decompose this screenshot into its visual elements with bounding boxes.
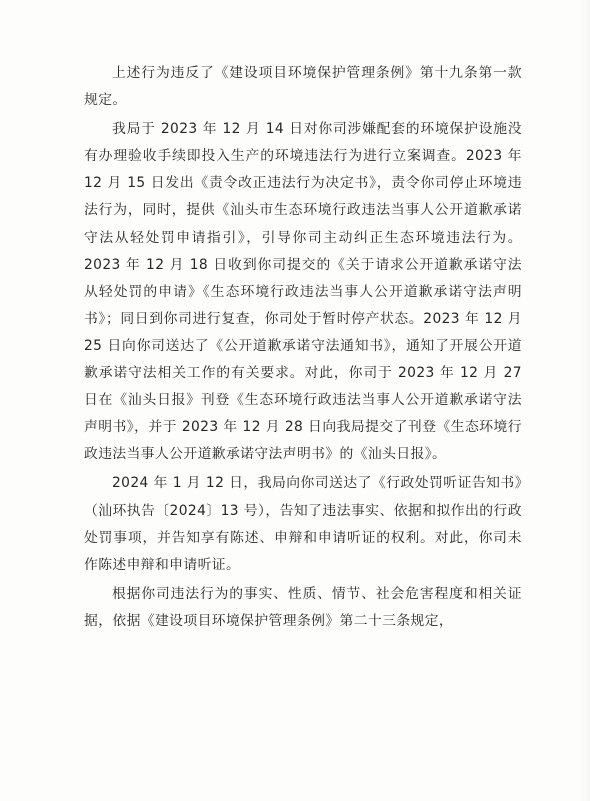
- page-edge-shadow: [580, 0, 590, 801]
- paragraph-violation: 上述行为违反了《建设项目环境保护管理条例》第十九条第一款规定。: [84, 65, 522, 109]
- paragraph-legal-basis: 根据你司违法行为的事实、性质、情节、社会危害程度和相关证据，依据《建设项目环境保护管理条例》第二十三条规定，: [84, 585, 522, 629]
- paragraph-investigation: 我局于 2023 年 12 月 14 日对你司涉嫌配套的环境保护设施没有办理验收手续即投入生产的环境违法行为进行立案调查。2023 年 12 月 15 日发出《责令改正违法行为决定书》，责令你司停止环境违法行为，同时，提供《汕头市生态环境行政违法当事人公开道歉承诺守法从轻处罚申请指引》，引导你司主动纠正生态环境违法行为。2023 年 12 月 18 日收到你司提交的《关于请求公开道歉承诺守法从轻处罚的申请》《生态环境行政违法当事人公开道歉承诺守法声明书》；同日到你司进行复查，你司处于暂时停产状态。2023 年 12 月 25 日向你司送达了《公开道歉承诺守法通知书》，通知了开展公开道歉承诺守法相关工作的有关要求。对此，你司于 2023 年 12 月 27 日在《汕头日报》刊登《生态环境行政违法当事人公开道歉承诺守法声明书》，并于 2023 年 12 月 28 日向我局提交了刊登《生态环境行政违法当事人公开道歉承诺守法声明书》的《汕头日报》。: [84, 121, 522, 463]
- paragraph-hearing-notice: 2024 年 1 月 12 日，我局向你司送达了《行政处罚听证告知书》（汕环执告〔2024〕13 号），告知了违法事实、依据和拟作出的行政处罚事项，并告知享有陈述、申辩和申请听证的权利。对此，你司未作陈述申辩和申请听证。: [84, 475, 522, 573]
